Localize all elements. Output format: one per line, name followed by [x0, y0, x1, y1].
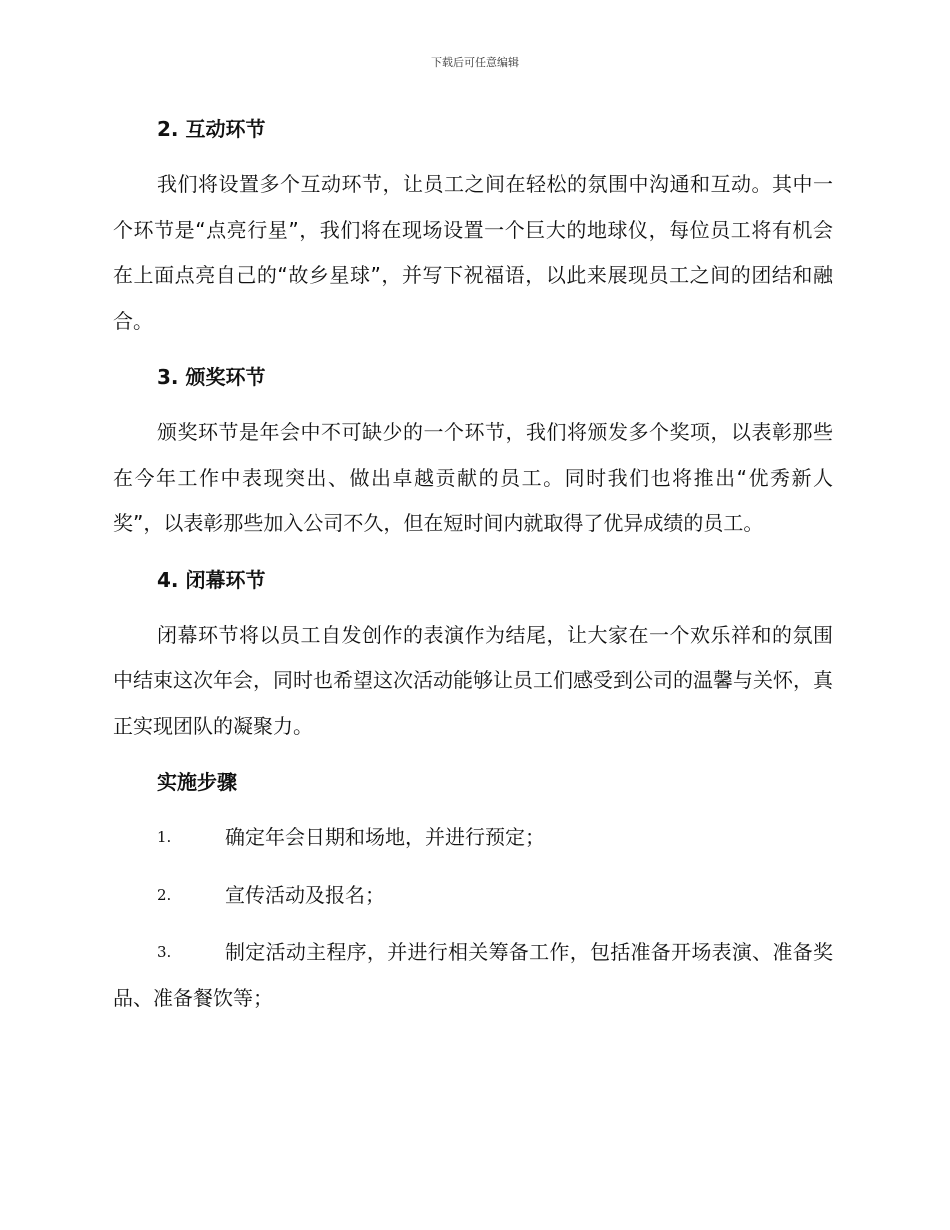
- page-header-note: 下载后可任意编辑: [431, 56, 519, 69]
- step-number: 1.: [157, 828, 172, 846]
- section-heading-closing: 4. 闭幕环节: [157, 567, 266, 592]
- section-paragraph-awards: 颁奖环节是年会中不可缺少的一个环节，我们将颁发多个奖项，以表彰那些在今年工作中表现突出、做出卓越贡献的员工。同时我们也将推出“优秀新人奖”，以表彰那些加入公司不久，但在短时间内就取得了优异成绩的员工。: [113, 420, 833, 535]
- step-number: 3.: [157, 943, 172, 961]
- section-heading-interaction: 2. 互动环节: [157, 117, 266, 141]
- step-text: 确定年会日期和场地，并进行预定；: [225, 825, 545, 849]
- step-number: 2.: [157, 885, 172, 904]
- step-text: 制定活动主程序，并进行相关筹备工作，包括准备开场表演、准备奖品、准备餐饮等；: [113, 940, 833, 1010]
- steps-heading: 实施步骤: [157, 770, 237, 794]
- section-paragraph-interaction: 我们将设置多个互动环节，让员工之间在轻松的氛围中沟通和互动。其中一个环节是“点亮行星”，我们将在现场设置一个巨大的地球仪，每位员工将有机会在上面点亮自己的“故乡星球”，并写下祝福语，以此来展现员工之间的团结和融合。: [113, 172, 833, 333]
- step-item: [113, 873, 833, 919]
- step-item: [113, 930, 833, 1021]
- section-paragraph-closing: 闭幕环节将以员工自发创作的表演作为结尾，让大家在一个欢乐祥和的氛围中结束这次年会，同时也希望这次活动能够让员工们感受到公司的温馨与关怀，真正实现团队的凝聚力。: [113, 622, 833, 738]
- section-heading-awards: 3. 颁奖环节: [157, 365, 266, 389]
- step-item: [113, 815, 833, 861]
- step-text: 宣传活动及报名；: [225, 882, 385, 907]
- document-body: [113, 108, 833, 1021]
